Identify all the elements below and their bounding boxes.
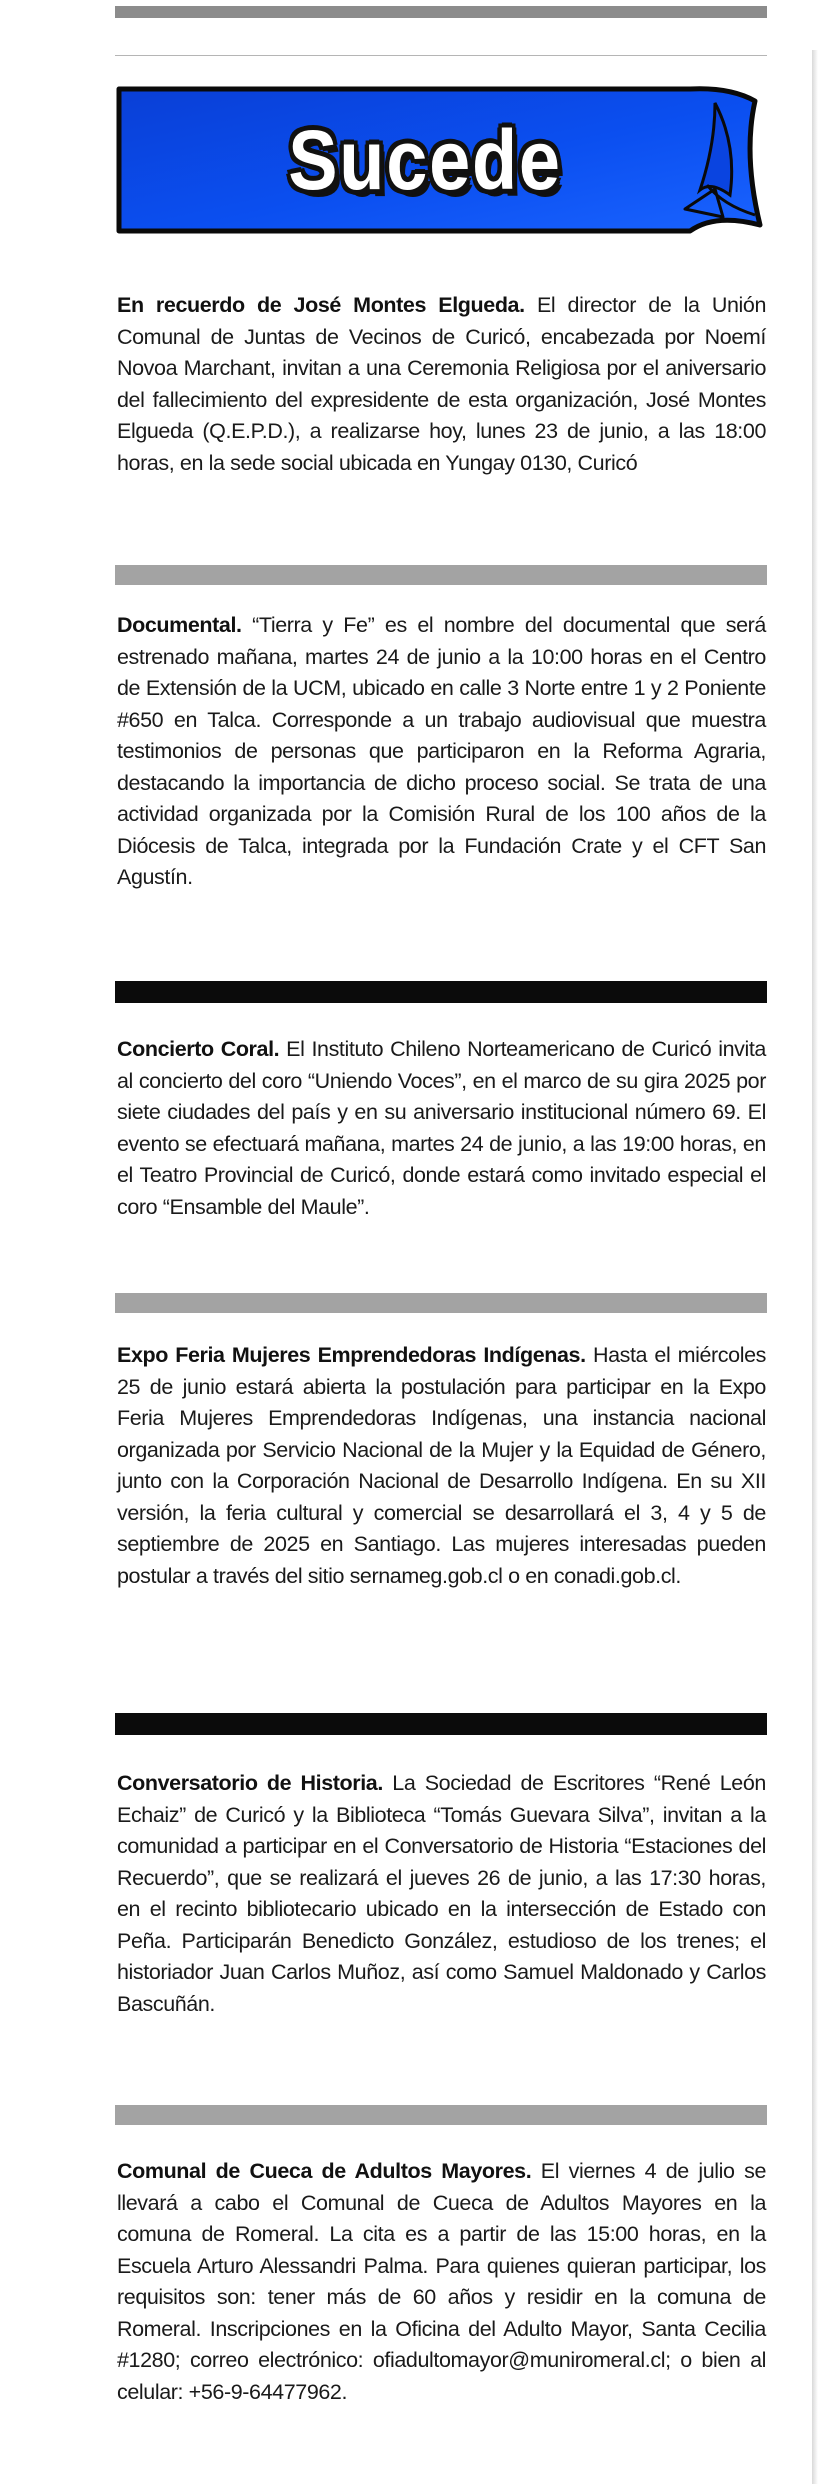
item-heading: En recuerdo de José Montes Elgueda. — [117, 293, 525, 317]
news-item-2 — [117, 610, 766, 894]
item-heading: Expo Feria Mujeres Emprendedoras Indígenas. — [117, 1343, 586, 1367]
item-body: El viernes 4 de julio se llevará a cabo el Comunal de Cueca de Adultos Mayores en la comuna de Romeral. La cita es a partir de las 15:00 horas, en la Escuela Arturo Alessandri Palma. Para quienes quieran participar, los requisitos son: tener más de 60 años y residir en la comuna de Romeral. Inscripciones en la Oficina del Adulto Mayor, Santa Cecilia #1280; correo electrónico: ofiadultomayor@muniromeral.cl; o bien al celular: +56-9-64477962. — [117, 2159, 766, 2404]
item-heading: Concierto Coral. — [117, 1037, 280, 1061]
item-body: Hasta el miércoles 25 de junio estará abierta la postulación para participar en la Expo Feria Mujeres Emprendedoras Indígenas, una instancia nacional organizada por Servicio Nacional de la Mujer y la Equidad de Género, junto con la Corporación Nacional de Desarrollo Indígena. En su XII versión, la feria cultural y comercial se desarrollará el 3, 4 y 5 de septiembre de 2025 en Santiago. Las mujeres interesadas pueden postular a través del sitio sernameg.gob.cl o en conadi.gob.cl. — [117, 1343, 766, 1588]
separator-black — [115, 1713, 767, 1735]
page-edge-shadow — [812, 50, 818, 2484]
news-item-5 — [117, 1768, 766, 2020]
news-item-6 — [117, 2156, 766, 2408]
banner-title: Sucede — [288, 113, 562, 207]
separator-gray — [115, 1293, 767, 1313]
section-banner — [115, 85, 765, 235]
top-rule — [115, 55, 767, 56]
separator-gray — [115, 2105, 767, 2125]
separator-black — [115, 981, 767, 1003]
top-bar — [115, 6, 767, 18]
item-body: El director de la Unión Comunal de Juntas de Vecinos de Curicó, encabezada por Noemí Novoa Marchant, invitan a una Ceremonia Religiosa por el aniversario del fallecimiento del expresidente de esta organización, José Montes Elgueda (Q.E.P.D.), a realizarse hoy, lunes 23 de junio, a las 18:00 horas, en la sede social ubicada en Yungay 0130, Curicó — [117, 293, 767, 475]
item-heading: Documental. — [117, 613, 242, 637]
item-body: “Tierra y Fe” es el nombre del documental que será estrenado mañana, martes 24 de junio a la 10:00 horas en el Centro de Extensión de la UCM, ubicado en calle 3 Norte entre 1 y 2 Poniente #650 en Talca. Corresponde a un trabajo audiovisual que muestra testimonios de personas que participaron en la Reforma Agraria, destacando la importancia de dicho proceso social. Se trata de una actividad organizada por la Comisión Rural de los 100 años de la Diócesis de Talca, integrada por la Fundación Crate y el CFT San Agustín. — [117, 613, 766, 889]
news-item-4 — [117, 1340, 766, 1592]
item-body: La Sociedad de Escritores “René León Echaiz” de Curicó y la Biblioteca “Tomás Guevara Silva”, invitan a la comunidad a participar en el Conversatorio de Historia “Estaciones del Recuerdo”, que se realizará el jueves 26 de junio, a las 17:30 horas, en el recinto bibliotecario ubicado en la intersección de Estado con Peña. Participarán Benedicto González, estudioso de los trenes; el historiador Juan Carlos Muñoz, así como Samuel Maldonado y Carlos Bascuñán. — [117, 1771, 766, 2016]
item-body: El Instituto Chileno Norteamericano de Curicó invita al concierto del coro “Uniendo Voces”, en el marco de su gira 2025 por siete ciudades del país y en su aniversario institucional número 69. El evento se efectuará mañana, martes 24 de junio, a las 19:00 horas, en el Teatro Provincial de Curicó, donde estará como invitado especial el coro “Ensamble del Maule”. — [117, 1037, 766, 1219]
item-heading: Comunal de Cueca de Adultos Mayores. — [117, 2159, 532, 2183]
news-item-3 — [117, 1034, 766, 1223]
news-item-1 — [117, 290, 766, 479]
separator-gray — [115, 565, 767, 585]
item-heading: Conversatorio de Historia. — [117, 1771, 383, 1795]
